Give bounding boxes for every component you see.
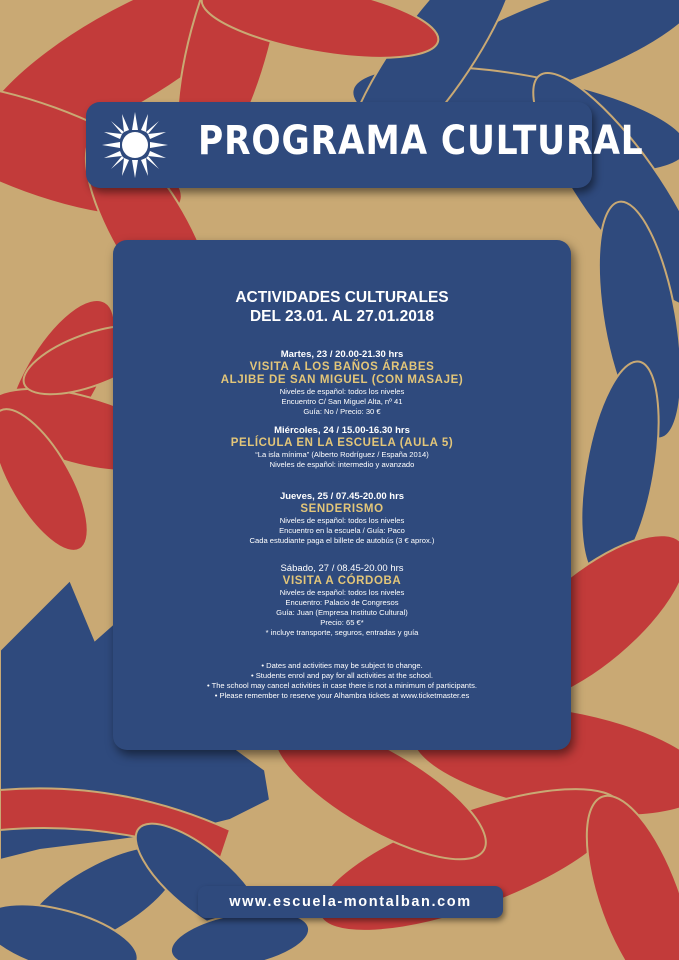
sun-icon bbox=[100, 110, 170, 180]
event-3 bbox=[113, 490, 571, 546]
heading-line-2: DEL 23.01. AL 27.01.2018 bbox=[249, 308, 435, 325]
event-title: ALJIBE DE SAN MIGUEL (CON MASAJE) bbox=[220, 374, 464, 386]
event-detail: Precio: 65 €* bbox=[320, 618, 364, 627]
event-detail: Niveles de español: intermedio y avanzado bbox=[269, 460, 415, 469]
event-detail: Niveles de español: todos los niveles bbox=[279, 516, 405, 525]
event-title: VISITA A CÓRDOBA bbox=[282, 575, 402, 587]
event-time: Sábado, 27 / 08.45-20.00 hrs bbox=[280, 563, 404, 574]
event-detail: * incluye transporte, seguros, entradas y guía bbox=[265, 628, 419, 637]
event-detail: Encuentro C/ San Miguel Alta, nº 41 bbox=[281, 397, 403, 406]
event-detail: Guía: No / Precio: 30 € bbox=[303, 407, 381, 416]
event-2 bbox=[113, 424, 571, 470]
event-time: Martes, 23 / 20.00-21.30 hrs bbox=[280, 349, 404, 360]
event-time: Miércoles, 24 / 15.00-16.30 hrs bbox=[274, 425, 410, 436]
event-detail: Niveles de español: todos los niveles bbox=[279, 387, 405, 396]
notes-list bbox=[113, 661, 571, 701]
event-detail: Niveles de español: todos los niveles bbox=[279, 588, 405, 597]
event-detail: Guía: Juan (Empresa Instituto Cultural) bbox=[276, 608, 408, 617]
event-detail: “La isla mínima” (Alberto Rodríguez / España 2014) bbox=[255, 450, 429, 459]
event-1 bbox=[113, 348, 571, 417]
note-item: • Please remember to reserve your Alhambra tickets at www.ticketmaster.es bbox=[214, 691, 470, 700]
event-detail: Cada estudiante paga el billete de autobús (3 € aprox.) bbox=[249, 536, 435, 545]
website-link[interactable]: www.escuela-montalban.com bbox=[198, 886, 503, 918]
page-title: PROGRAMA CULTURAL bbox=[198, 118, 644, 164]
title-banner bbox=[86, 102, 644, 188]
heading-line-1: ACTIVIDADES CULTURALES bbox=[235, 289, 449, 306]
event-4 bbox=[113, 562, 571, 638]
event-detail: Encuentro en la escuela / Guía: Paco bbox=[279, 526, 405, 535]
note-item: • Dates and activities may be subject to change. bbox=[261, 661, 423, 670]
event-title: PELÍCULA EN LA ESCUELA (AULA 5) bbox=[230, 437, 454, 449]
panel-heading bbox=[113, 288, 571, 326]
event-time: Jueves, 25 / 07.45-20.00 hrs bbox=[279, 491, 405, 502]
event-title: VISITA A LOS BAÑOS ÁRABES bbox=[249, 361, 435, 373]
activities-panel bbox=[113, 240, 571, 750]
note-item: • The school may cancel activities in case there is not a minimum of participants. bbox=[206, 681, 478, 690]
note-item: • Students enrol and pay for all activities at the school. bbox=[250, 671, 434, 680]
event-title: SENDERISMO bbox=[300, 503, 384, 515]
event-detail: Encuentro: Palacio de Congresos bbox=[285, 598, 399, 607]
